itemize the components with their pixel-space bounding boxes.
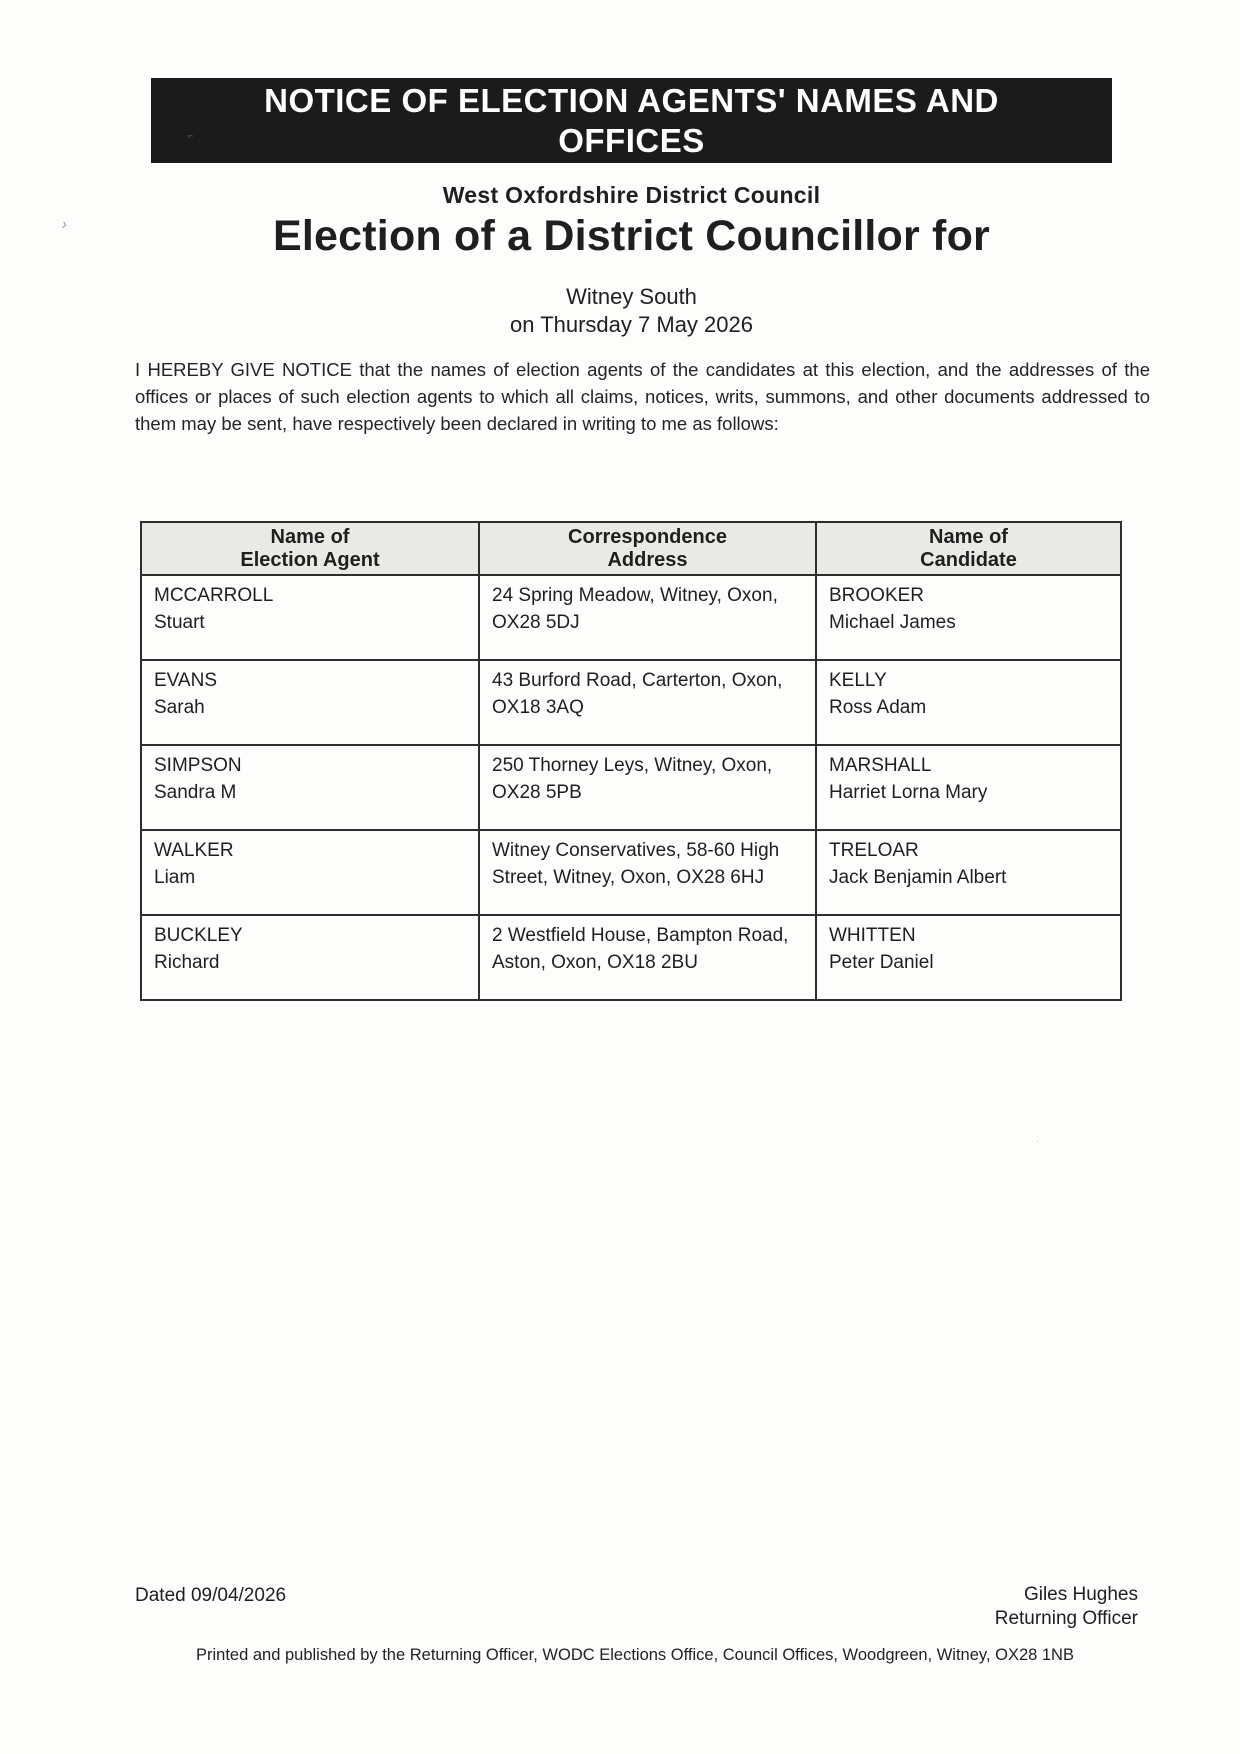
candidate-forenames: Jack Benjamin Albert — [829, 867, 1007, 888]
agent-surname: BUCKLEY — [154, 925, 243, 946]
table-header-row — [141, 522, 1121, 575]
candidate-surname: BROOKER — [829, 585, 925, 606]
address-cell: 2 Westfield House, Bampton Road, Aston, Oxon, OX18 2BU — [479, 915, 816, 1000]
notice-body-paragraph: I HEREBY GIVE NOTICE that the names of election agents of the candidates at this election, and the addresses of the offices or places of such election agents to which all claims, notices, writs, summons, and other documents addressed to them may be sent, have respectively been declared in writing to me as follows: — [135, 359, 1150, 434]
candidate-forenames: Ross Adam — [829, 697, 927, 718]
address-cell: 24 Spring Meadow, Witney, Oxon, OX28 5DJ — [479, 575, 816, 660]
header-candidate: Name of Candidate — [816, 522, 1121, 575]
scan-artifact: · — [1036, 1136, 1039, 1146]
ward-name: Witney South — [566, 284, 697, 309]
table-row — [141, 745, 1121, 830]
notice-title-line1: NOTICE OF ELECTION AGENTS' NAMES AND — [264, 81, 999, 119]
printed-published-line: Printed and published by the Returning Officer, WODC Elections Office, Council Offices, Woodgreen, Witney, OX28 1NB — [196, 1646, 1074, 1664]
agent-forenames: Richard — [154, 952, 220, 973]
returning-officer-name: Giles Hughes — [1023, 1584, 1138, 1605]
returning-officer-title: Returning Officer — [994, 1608, 1138, 1629]
header-correspondence-address: Correspondence Address — [479, 522, 816, 575]
candidate-forenames: Michael James — [829, 612, 956, 633]
agent-name-cell — [141, 830, 479, 915]
agent-surname: EVANS — [154, 670, 218, 691]
candidate-name-cell — [816, 915, 1121, 1000]
table-row — [141, 660, 1121, 745]
candidate-name-cell — [816, 830, 1121, 915]
agent-name-cell — [141, 745, 479, 830]
agent-name-cell — [141, 915, 479, 1000]
agent-name-cell — [141, 660, 479, 745]
candidate-name-cell — [816, 745, 1121, 830]
notice-title-line2: OFFICES — [558, 121, 705, 159]
election-agents-table — [140, 521, 1122, 1001]
notice-title-banner — [151, 78, 1112, 163]
scan-artifact: ʹˋ — [188, 134, 194, 146]
agent-forenames: Stuart — [154, 612, 205, 633]
council-name: West Oxfordshire District Council — [442, 182, 821, 208]
candidate-forenames: Peter Daniel — [829, 952, 934, 973]
agent-surname: WALKER — [154, 840, 234, 861]
address-cell: 43 Burford Road, Carterton, Oxon, OX18 3AQ — [479, 660, 816, 745]
candidate-forenames: Harriet Lorna Mary — [829, 782, 988, 803]
election-title: Election of a District Councillor for — [273, 212, 990, 260]
election-date: on Thursday 7 May 2026 — [510, 312, 753, 337]
header-election-agent: Name of Election Agent — [141, 522, 479, 575]
address-cell: 250 Thorney Leys, Witney, Oxon, OX28 5PB — [479, 745, 816, 830]
candidate-surname: TRELOAR — [829, 840, 919, 861]
address-cell: Witney Conservatives, 58-60 High Street, Witney, Oxon, OX28 6HJ — [479, 830, 816, 915]
agent-forenames: Sandra M — [154, 782, 237, 803]
agent-forenames: Sarah — [154, 697, 205, 718]
candidate-surname: MARSHALL — [829, 755, 932, 776]
returning-officer-block — [995, 1583, 1138, 1631]
agent-surname: MCCARROLL — [154, 585, 274, 606]
table-row — [141, 830, 1121, 915]
agent-forenames: Liam — [154, 867, 196, 888]
candidate-name-cell — [816, 660, 1121, 745]
candidate-name-cell — [816, 575, 1121, 660]
table-row — [141, 575, 1121, 660]
candidate-surname: WHITTEN — [829, 925, 916, 946]
candidate-surname: KELLY — [829, 670, 887, 691]
table-row — [141, 915, 1121, 1000]
agent-name-cell — [141, 575, 479, 660]
scan-artifact: › — [60, 215, 69, 234]
dated-line: Dated 09/04/2026 — [135, 1585, 287, 1606]
agent-surname: SIMPSON — [154, 755, 242, 776]
